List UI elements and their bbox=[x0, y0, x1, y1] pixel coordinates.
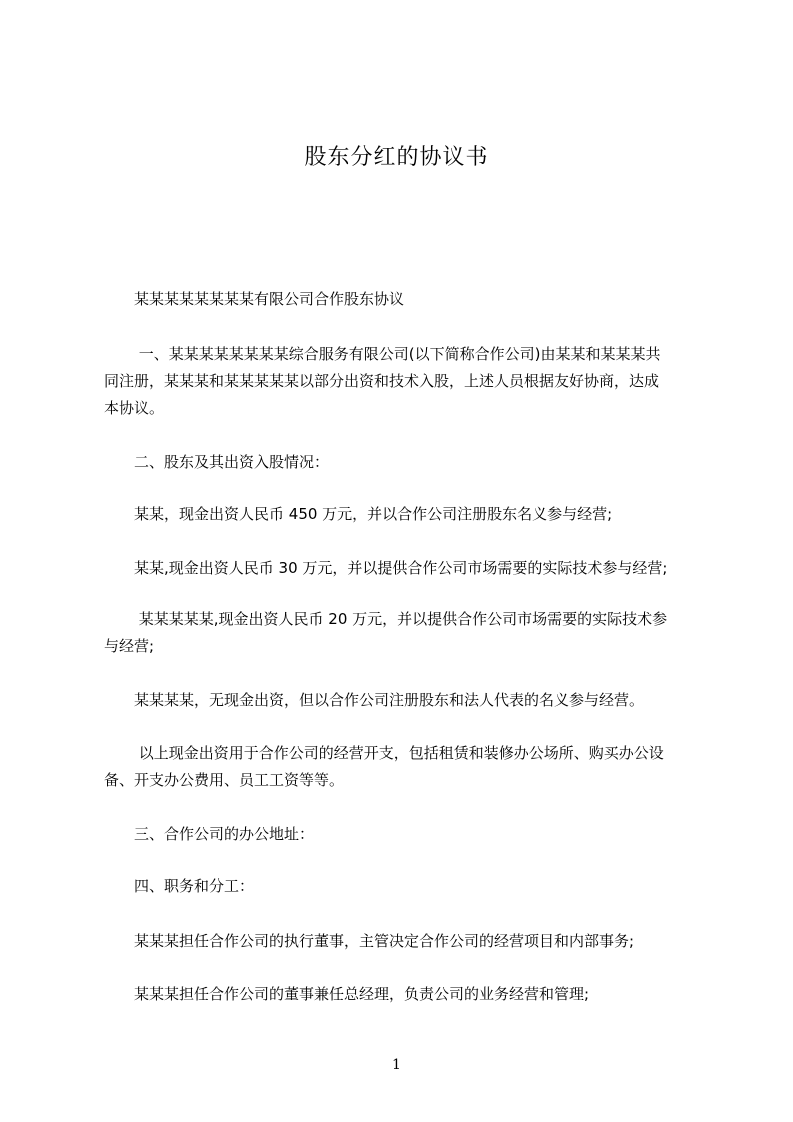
text-line: 二、股东及其出资入股情况： bbox=[104, 453, 330, 471]
text-line: 某某,现金出资人民币 30 万元，并以提供合作公司市场需要的实际技术参与经营; bbox=[104, 559, 668, 577]
text-line: 某某某某，无现金出资，但以合作公司注册股东和法人代表的名义参与经营。 bbox=[104, 691, 645, 709]
clause-4-paragraph bbox=[104, 873, 714, 900]
text-line: 某某某担任合作公司的执行董事，主管决定合作公司的经营项目和内部事务; bbox=[104, 932, 635, 950]
text-line: 四、职务和分工： bbox=[104, 877, 255, 895]
text-line: 以上现金出资用于合作公司的经营开支，包括租赁和装修办公场所、购买办公设 bbox=[104, 744, 664, 762]
text-line: 本协议。 bbox=[104, 399, 165, 417]
text-line: 某某某某某某某某有限公司合作股东协议 bbox=[104, 290, 405, 308]
capital-use-paragraph bbox=[104, 740, 714, 794]
clause-1-paragraph bbox=[104, 341, 714, 422]
clause-3-paragraph bbox=[104, 821, 714, 848]
shareholder-3-paragraph bbox=[104, 606, 714, 660]
clause-2-paragraph bbox=[104, 449, 714, 476]
document-title: 股东分红的协议书 bbox=[304, 145, 489, 170]
shareholder-1-paragraph bbox=[104, 501, 714, 528]
duty-2-paragraph bbox=[104, 981, 714, 1008]
text-line: 与经营; bbox=[104, 637, 155, 655]
shareholder-2-paragraph bbox=[104, 555, 714, 582]
text-line: 某某某担任合作公司的董事兼任总经理，负责公司的业务经营和管理; bbox=[104, 985, 590, 1003]
text-line: 三、合作公司的办公地址： bbox=[104, 825, 315, 843]
shareholder-4-paragraph bbox=[104, 687, 714, 714]
text-line: 一、某某某某某某某某综合服务有限公司(以下简称合作公司)由某某和某某某共 bbox=[104, 345, 661, 363]
text-line: 某某某某某,现金出资人民币 20 万元，并以提供合作公司市场需要的实际技术参 bbox=[104, 610, 668, 628]
text-line: 备、开支办公费用、员工工资等等。 bbox=[104, 771, 345, 789]
agreement-heading bbox=[104, 286, 714, 313]
text-line: 某某，现金出资人民币 450 万元，并以合作公司注册股东名义参与经营; bbox=[104, 505, 613, 523]
text-line: 同注册，某某某和某某某某某以部分出资和技术入股，上述人员根据友好协商，达成 bbox=[104, 372, 660, 390]
duty-1-paragraph bbox=[104, 928, 714, 955]
page-number: 1 bbox=[392, 1057, 401, 1073]
